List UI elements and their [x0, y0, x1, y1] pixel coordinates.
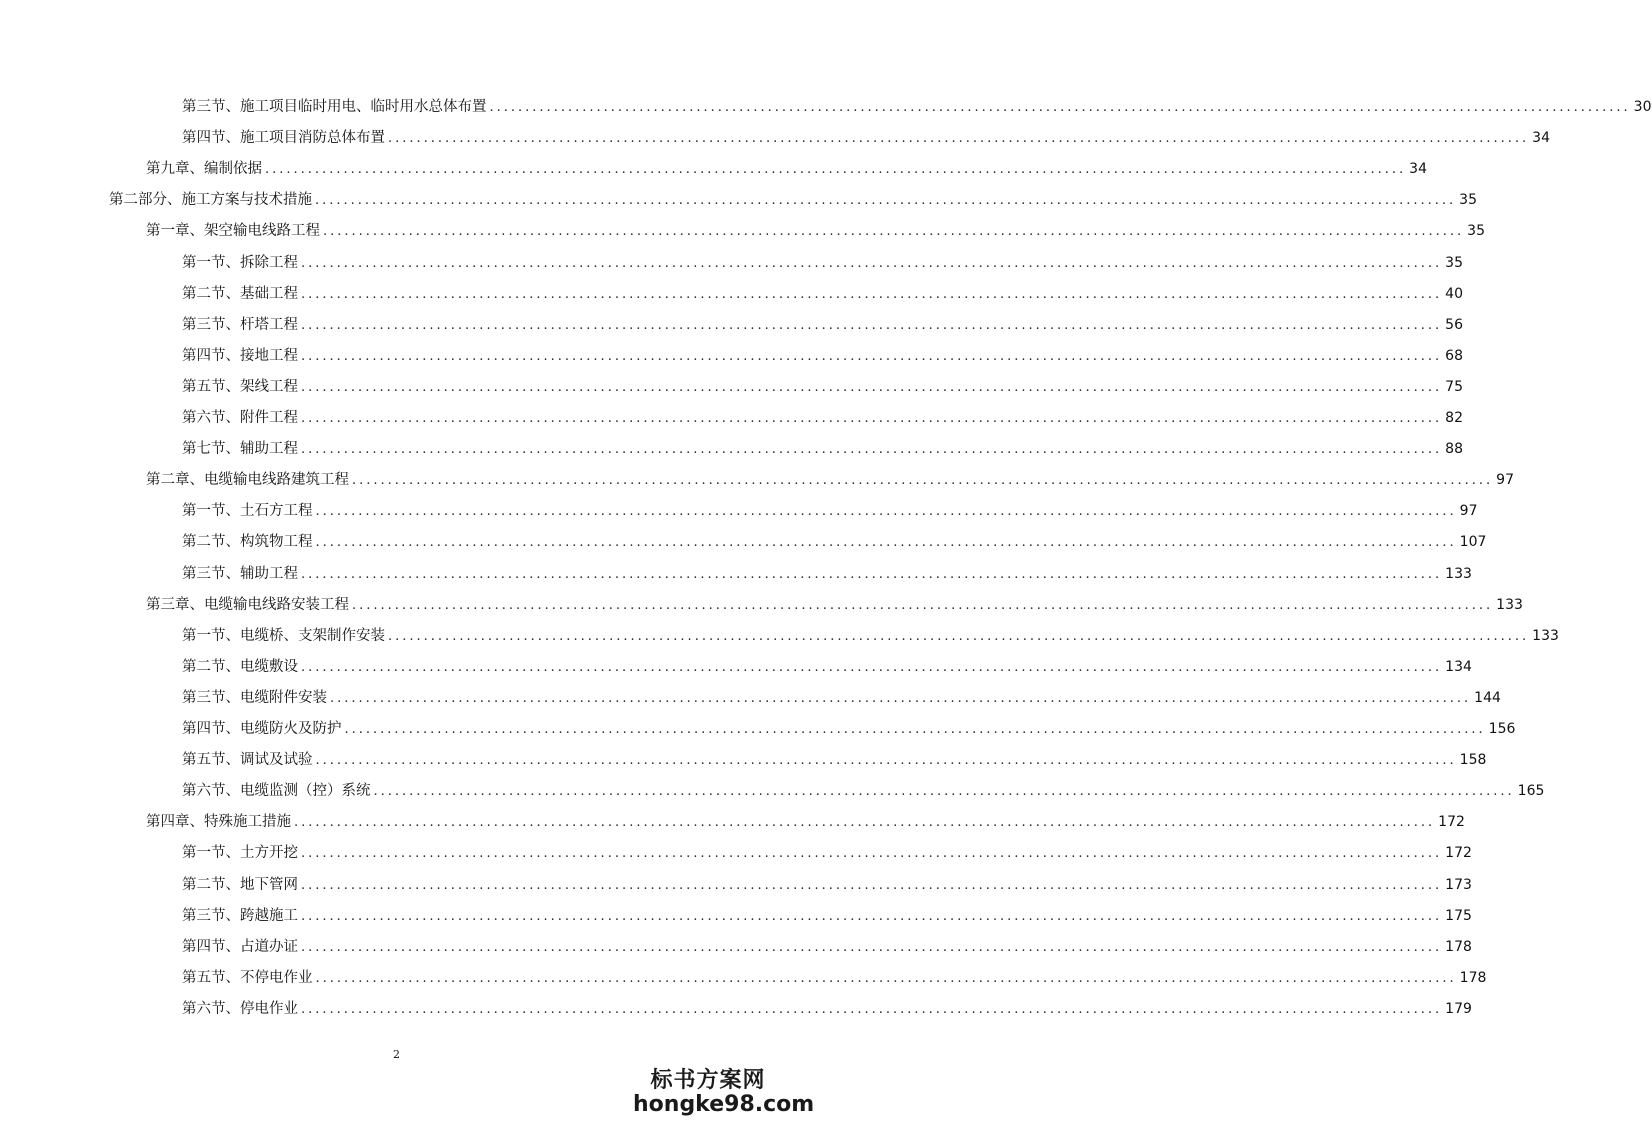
- toc-entry-title: 第三节、电缆附件安装: [182, 689, 327, 706]
- toc-entry: [182, 529, 1487, 551]
- toc-entry: [182, 778, 1545, 800]
- toc-entry-page: 179: [1445, 1000, 1472, 1017]
- toc-entry: [182, 374, 1463, 396]
- toc-entry-page: 134: [1445, 658, 1472, 675]
- toc-entry: [182, 343, 1463, 365]
- toc-entry-page: 56: [1445, 316, 1463, 333]
- toc-leader-dots: ................................................................................................................................................................: [294, 815, 1436, 831]
- toc-leader-dots: ................................................................................................................................................................: [373, 784, 1515, 800]
- toc-leader-dots: ................................................................................................................................................................: [301, 1001, 1443, 1017]
- toc-leader-dots: ................................................................................................................................................................: [301, 379, 1443, 395]
- toc-leader-dots: ................................................................................................................................................................: [388, 628, 1530, 644]
- toc-entry-page: 178: [1459, 969, 1487, 986]
- toc-entry: [182, 125, 1550, 147]
- toc-leader-dots: ................................................................................................................................................................: [315, 753, 1457, 769]
- toc-leader-dots: ................................................................................................................................................................: [265, 162, 1407, 178]
- toc-entry: [182, 436, 1463, 458]
- toc-leader-dots: ................................................................................................................................................................: [352, 597, 1494, 613]
- toc-entry-title: 第六节、停电作业: [182, 1000, 298, 1017]
- toc-leader-dots: ................................................................................................................................................................: [315, 535, 1457, 551]
- toc-entry: [182, 654, 1472, 676]
- toc-leader-dots: ................................................................................................................................................................: [301, 566, 1443, 582]
- toc-entry-title: 第一节、拆除工程: [182, 254, 298, 271]
- toc-leader-dots: ................................................................................................................................................................: [301, 442, 1443, 458]
- toc-leader-dots: ................................................................................................................................................................: [301, 908, 1443, 924]
- toc-entry: [146, 592, 1523, 614]
- toc-entry-page: 97: [1459, 503, 1478, 520]
- toc-entry-title: 第二部分、施工方案与技术措施: [109, 192, 312, 209]
- toc-entry-page: 172: [1445, 845, 1472, 862]
- toc-leader-dots: ................................................................................................................................................................: [388, 131, 1530, 147]
- toc-entry-page: 30: [1633, 99, 1652, 115]
- toc-entry: [182, 405, 1463, 427]
- toc-entry: [182, 281, 1463, 303]
- toc-entry-title: 第五节、架线工程: [182, 378, 298, 395]
- toc-entry-title: 第二节、基础工程: [182, 285, 298, 302]
- toc-entry-title: 第四节、接地工程: [182, 347, 298, 364]
- toc-entry: [182, 903, 1472, 925]
- toc-entry-page: 133: [1532, 627, 1559, 644]
- toc-entry: [182, 498, 1478, 520]
- toc-leader-dots: ................................................................................................................................................................: [323, 224, 1465, 240]
- toc-entry-title: 第五节、调试及试验: [182, 752, 313, 769]
- toc-entry-page: 75: [1445, 378, 1463, 395]
- toc-entry-title: 第四节、占道办证: [182, 938, 298, 955]
- toc-entry-title: 第六节、附件工程: [182, 410, 298, 426]
- toc-entry-page: 175: [1445, 907, 1472, 924]
- toc-entry-page: 35: [1459, 192, 1477, 209]
- toc-leader-dots: ................................................................................................................................................................: [315, 193, 1457, 209]
- toc-entry: [146, 218, 1485, 240]
- toc-entry: [182, 747, 1487, 769]
- toc-entry-page: 40: [1445, 285, 1463, 302]
- toc-entry: [182, 312, 1463, 334]
- toc-entry-title: 第三节、杆塔工程: [182, 316, 298, 333]
- toc-entry-title: 第三节、跨越施工: [182, 907, 298, 924]
- toc-entry-page: 133: [1445, 565, 1472, 582]
- toc-entry-page: 173: [1445, 876, 1472, 893]
- toc-entry-page: 82: [1445, 410, 1463, 426]
- toc-leader-dots: ................................................................................................................................................................: [301, 939, 1443, 955]
- toc-entry-page: 158: [1459, 752, 1487, 769]
- toc-entry-page: 107: [1459, 534, 1487, 551]
- toc-entry-title: 第七节、辅助工程: [182, 441, 298, 458]
- toc-entry-title: 第二节、地下管网: [182, 876, 298, 893]
- toc-entry-title: 第二章、电缆输电线路建筑工程: [146, 472, 349, 489]
- toc-leader-dots: ................................................................................................................................................................: [301, 659, 1443, 675]
- toc-leader-dots: ................................................................................................................................................................: [301, 255, 1443, 271]
- toc-entry-title: 第三章、电缆输电线路安装工程: [146, 596, 349, 613]
- toc-entry: [182, 94, 1652, 116]
- toc-entry-page: 34: [1532, 130, 1550, 147]
- toc-entry-title: 第五节、不停电作业: [182, 969, 313, 986]
- toc-entry-title: 第一节、土石方工程: [182, 503, 313, 520]
- toc-leader-dots: ................................................................................................................................................................: [315, 970, 1457, 986]
- toc-entry: [182, 965, 1487, 987]
- toc-entry-page: 35: [1445, 254, 1463, 271]
- toc-entry: [182, 250, 1463, 272]
- toc-entry-page: 97: [1496, 472, 1514, 489]
- toc-entry-title: 第九章、编制依据: [146, 161, 262, 178]
- toc-entry: [146, 156, 1427, 178]
- toc-entry-page: 35: [1467, 223, 1485, 240]
- toc-entry-page: 178: [1445, 938, 1472, 955]
- toc-entry-page: 88: [1445, 441, 1463, 458]
- toc-leader-dots: ................................................................................................................................................................: [344, 722, 1486, 737]
- toc-entry-title: 第三节、施工项目临时用电、临时用水总体布置: [182, 99, 487, 115]
- toc-leader-dots: ................................................................................................................................................................: [301, 348, 1443, 364]
- toc-entry-title: 第二节、电缆敷设: [182, 658, 298, 675]
- toc-entry-title: 第四节、施工项目消防总体布置: [182, 130, 385, 147]
- toc-leader-dots: ................................................................................................................................................................: [301, 846, 1443, 862]
- toc-entry-page: 165: [1517, 783, 1545, 800]
- toc-entry-title: 第四章、特殊施工措施: [146, 814, 291, 831]
- toc-leader-dots: ................................................................................................................................................................: [301, 286, 1443, 302]
- toc-entry: [182, 996, 1472, 1018]
- toc-entry-page: 133: [1496, 596, 1523, 613]
- toc-entry-page: 156: [1488, 721, 1516, 737]
- toc-entry: [146, 809, 1465, 831]
- toc-entry: [182, 840, 1472, 862]
- watermark-domain: hongke98.com: [633, 1092, 815, 1117]
- toc-entry-page: 172: [1438, 814, 1465, 831]
- toc-leader-dots: ................................................................................................................................................................: [301, 877, 1443, 893]
- toc-entry-title: 第六节、电缆监测（控）系统: [182, 783, 371, 800]
- toc-entry-title: 第一节、电缆桥、支架制作安装: [182, 627, 385, 644]
- toc-entry: [146, 467, 1514, 489]
- toc-entry: [109, 187, 1477, 209]
- toc-entry: [182, 934, 1472, 956]
- toc-entry-title: 第三节、辅助工程: [182, 565, 298, 582]
- toc-entry-title: 第一章、架空输电线路工程: [146, 223, 320, 240]
- toc-leader-dots: ................................................................................................................................................................: [489, 100, 1631, 115]
- toc-entry: [182, 716, 1516, 738]
- toc-leader-dots: ................................................................................................................................................................: [352, 473, 1494, 489]
- watermark-chinese: 标书方案网: [650, 1067, 766, 1093]
- toc-entry-title: 第四节、电缆防火及防护: [182, 721, 342, 737]
- toc-entry-page: 144: [1474, 689, 1501, 706]
- toc-entry-title: 第一节、土方开挖: [182, 845, 298, 862]
- toc-entry-page: 68: [1445, 347, 1463, 364]
- page-number: 2: [393, 1048, 400, 1061]
- toc-entry: [182, 623, 1559, 645]
- toc-entry-page: 34: [1409, 161, 1427, 178]
- watermark-logo: [633, 1063, 815, 1117]
- toc-entry: [182, 561, 1472, 583]
- toc-leader-dots: ................................................................................................................................................................: [301, 411, 1443, 426]
- toc-entry: [182, 872, 1472, 894]
- toc-entry-title: 第二节、构筑物工程: [182, 534, 313, 551]
- toc-leader-dots: ................................................................................................................................................................: [330, 690, 1472, 706]
- toc-leader-dots: ................................................................................................................................................................: [315, 504, 1457, 520]
- toc-entry: [182, 685, 1501, 707]
- toc-leader-dots: ................................................................................................................................................................: [301, 317, 1443, 333]
